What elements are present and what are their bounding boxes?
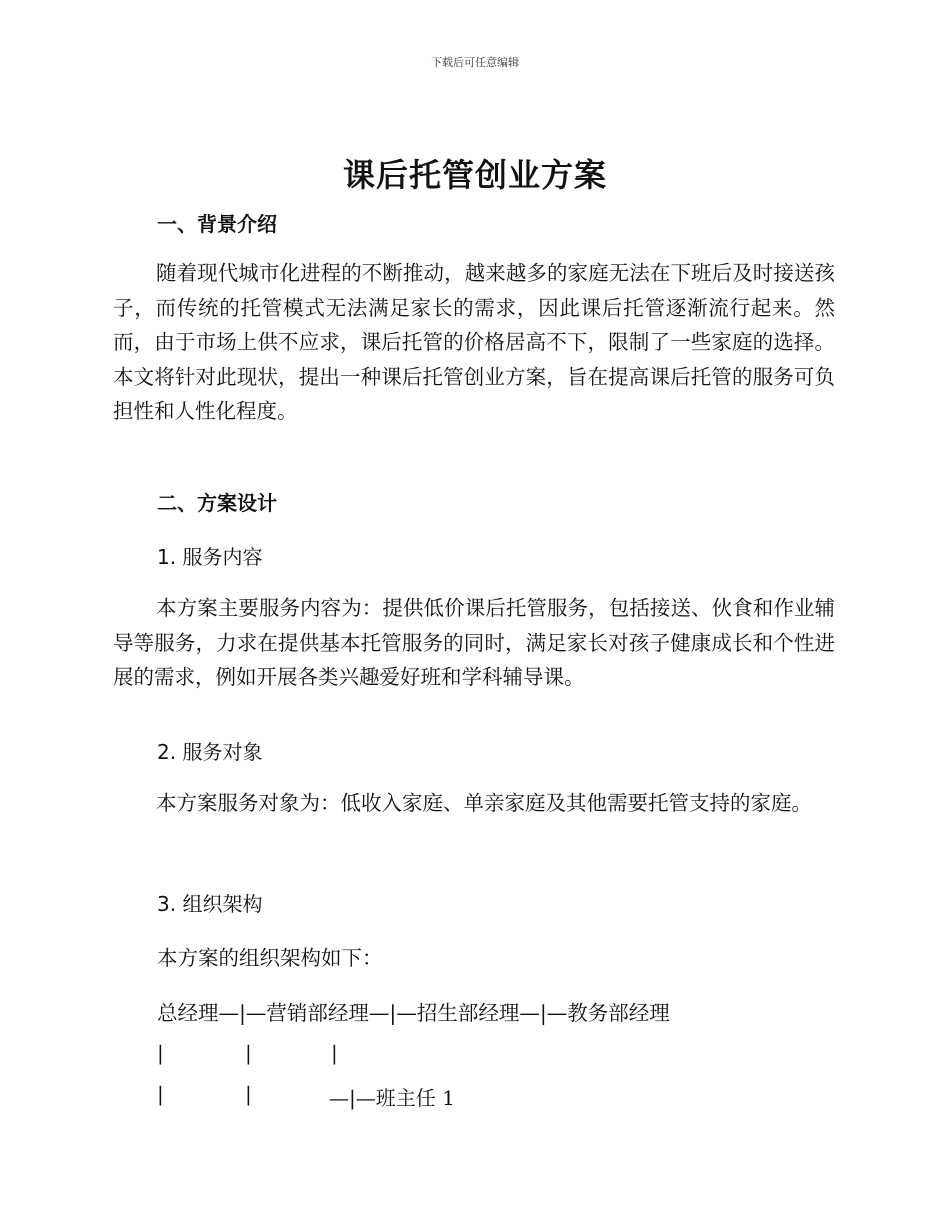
- org-connector: |: [245, 1082, 252, 1106]
- service-content-heading: 1. 服务内容: [157, 545, 263, 569]
- org-intro: 本方案的组织架构如下：: [157, 946, 383, 970]
- org-chart-line-1: 总经理—|—营销部经理—|—招生部经理—|—教务部经理: [157, 1001, 670, 1025]
- service-target-paragraph: 本方案服务对象为：低收入家庭、单亲家庭及其他需要托管支持的家庭。: [156, 791, 812, 815]
- header-note: 下载后可任意编辑: [431, 56, 519, 69]
- document-title: 课后托管创业方案: [342, 156, 607, 194]
- org-heading: 3. 组织架构: [157, 892, 263, 916]
- service-content-paragraph: 本方案主要服务内容为：提供低价课后托管服务，包括接送、伙食和作业辅导等服务，力求在提供基本托管服务的同时，满足家长对孩子健康成长和个性进展的需求，例如开展各类兴趣爱好班和学科辅导课。: [113, 596, 835, 689]
- org-chart-line-3: [157, 1082, 857, 1110]
- org-connector: |: [331, 1041, 338, 1065]
- background-heading: 一、背景介绍: [157, 212, 277, 236]
- design-heading: 二、方案设计: [157, 491, 277, 515]
- org-connector: |: [157, 1041, 164, 1065]
- org-connector: |: [157, 1082, 164, 1106]
- org-chart-line-2: [157, 1041, 857, 1069]
- org-connector: |: [245, 1041, 252, 1065]
- background-paragraph: 随着现代城市化进程的不断推动，越来越多的家庭无法在下班后及时接送孩子，而传统的托管模式无法满足家长的需求，因此课后托管逐渐流行起来。然而，由于市场上供不应求，课后托管的价格居高不下，限制了一些家庭的选择。本文将针对此现状，提出一种课后托管创业方案，旨在提高课后托管的服务可负担性和人性化程度。: [113, 261, 835, 423]
- org-class-teacher: —|—班主任 1: [329, 1086, 455, 1110]
- service-target-heading: 2. 服务对象: [157, 740, 263, 764]
